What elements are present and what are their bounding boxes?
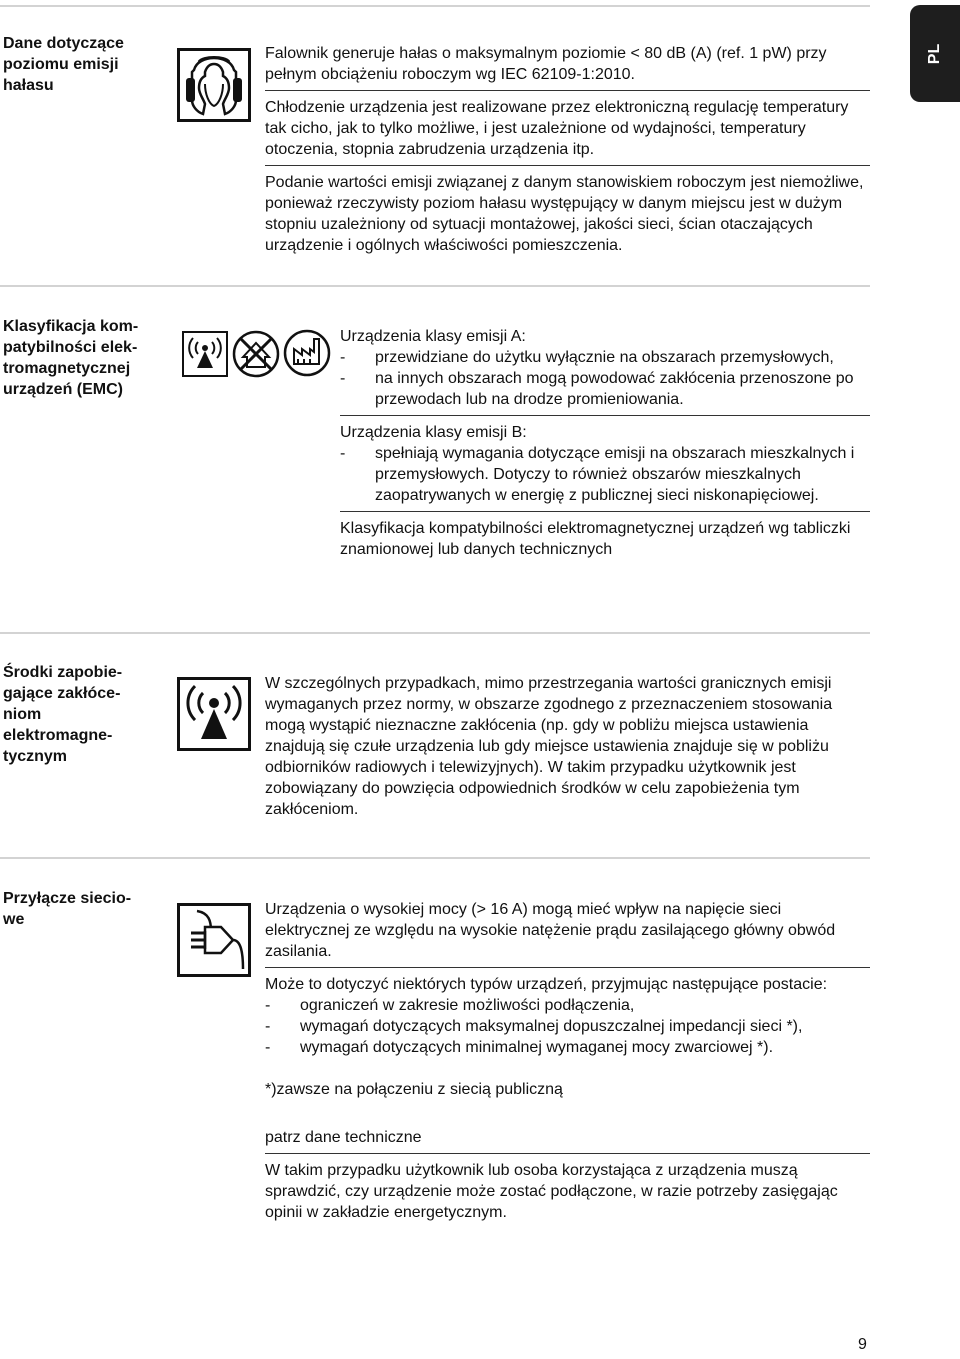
noise-heading: Dane dotyczące poziomu emisji hałasu [3, 35, 124, 94]
grid-content [265, 899, 870, 1223]
grid-paragraph-3: W takim przypadku użytkownik lub osoba korzystająca z urządzenia muszą sprawdzić, czy urządzenie może zostać podłączone, w razie potrzeby zasięgając opinii w zakładzie energetycznym. [265, 1162, 838, 1221]
grid-item-2: wymagań dotyczących maksymalnej dopuszczalnej impedancji sieci *), [300, 1018, 803, 1035]
list-dash: - [340, 349, 346, 366]
list-item [340, 443, 870, 506]
text-separator [265, 1153, 870, 1154]
language-tab [910, 5, 960, 102]
emc-measures-heading: Środki zapobie- gające zakłóce- niom elektromagne- tycznym [3, 664, 123, 765]
emc-class-note: Klasyfikacja kompatybilności elektromagnetycznej urządzeń wg tabliczki znamionowej lub danych technicznych [340, 520, 851, 558]
grid-item-1: ograniczeń w zakresie możliwości podłączenia, [300, 997, 635, 1014]
noise-paragraph-1: Falownik generuje hałas o maksymalnym poziomie < 80 dB (A) (ref. 1 pW) przy pełnym obciążeniu roboczym wg IEC 62109-1:2010. [265, 45, 827, 83]
power-plug-icon [177, 903, 251, 982]
list-item [265, 995, 870, 1016]
section-divider [0, 632, 870, 634]
text-separator [265, 90, 870, 91]
noise-paragraph-2: Chłodzenie urządzenia jest realizowane przez elektroniczną regulację temperatury tak cicho, jak to tylko możliwe, i jest uzależnione od wydajności, temperatury otoczenia, stopnia zabrudzenia urządzenia itp. [265, 99, 849, 158]
section-divider [0, 857, 870, 859]
no-residential-icon [231, 329, 281, 384]
text-separator [265, 967, 870, 968]
emc-class-content [340, 326, 870, 560]
class-b-title: Urządzenia klasy emisji B: [340, 424, 527, 441]
list-item [265, 1037, 870, 1058]
language-tab-label: PL [926, 43, 943, 64]
noise-paragraph-3: Podanie wartości emisji związanej z danym stanowiskiem roboczym jest niemożliwe, ponieważ rzeczywisty poziom hałasu występujący w danym miejscu jest w dużym stopniu uzależniony od sytuacji montażowej, jakości sieci, ścian otaczających urządzenie i ogólnych właściwości pomieszczenia. [265, 174, 864, 254]
hearing-protection-icon [177, 48, 251, 127]
grid-heading: Przyłącze siecio- we [3, 890, 132, 928]
list-dash: - [340, 370, 346, 387]
list-dash: - [340, 445, 346, 462]
class-a-item-1: przewidziane do użytku wyłącznie na obszarach przemysłowych, [375, 349, 834, 366]
text-separator [340, 415, 870, 416]
emc-measures-content [265, 673, 870, 820]
section-divider [0, 5, 870, 7]
section-divider [0, 285, 870, 287]
emc-class-heading: Klasyfikacja kom- patybilności elek- tromagnetycznej urządzeń (EMC) [3, 318, 139, 398]
grid-item-3: wymagań dotyczących minimalnej wymaganej mocy zwarciowej *). [300, 1039, 774, 1056]
emc-measures-paragraph: W szczególnych przypadkach, mimo przestrzegania wartości granicznych emisji wymaganych przez normy, w obszarze zgodnego z przeznaczeniem stosowania mogą wystąpić nieznaczne zakłócenia (np. gdy w pobliżu miejsca ustawienia znajdują się czułe urządzenia lub gdy miejsce ustawienia znajduje się w pobliżu odbiorników radiowych i telewizyjnych). W takim przypadku użytkownik jest zobowiązany do powzięcia odpowiednich środków w celu zapobieżenia tym zakłóceniom. [265, 675, 833, 818]
industrial-icon [283, 329, 331, 382]
noise-content [265, 43, 870, 256]
list-dash: - [265, 1018, 271, 1035]
class-b-item-1: spełniają wymagania dotyczące emisji na obszarach mieszkalnych i przemysłowych. Dotyczy to również obszarów mieszkalnych zaopatrywanych w energię z publicznej sieci niskonapięciowej. [375, 445, 855, 504]
radiation-warning-icon [182, 331, 228, 382]
grid-see-reference: patrz dane techniczne [265, 1129, 422, 1146]
list-dash: - [265, 1039, 271, 1056]
grid-footnote: *)zawsze na połączeniu z siecią publiczną [265, 1081, 563, 1098]
text-separator [265, 165, 870, 166]
page-number: 9 [858, 1336, 867, 1353]
class-a-title: Urządzenia klasy emisji A: [340, 328, 526, 345]
text-separator [340, 511, 870, 512]
list-item [340, 347, 870, 368]
class-a-item-2: na innych obszarach mogą powodować zakłócenia przenoszone po przewodach lub na drodze promieniowania. [375, 370, 854, 408]
grid-paragraph-2: Może to dotyczyć niektórych typów urządzeń, przyjmując następujące postacie: [265, 976, 828, 993]
radiation-warning-icon [177, 677, 251, 756]
list-item [265, 1016, 870, 1037]
list-dash: - [265, 997, 271, 1014]
grid-paragraph-1: Urządzenia o wysokiej mocy (> 16 A) mogą mieć wpływ na napięcie sieci elektrycznej ze względu na wysokie natężenie prądu zasilającego główny obwód zasilania. [265, 901, 836, 960]
list-item [340, 368, 870, 410]
